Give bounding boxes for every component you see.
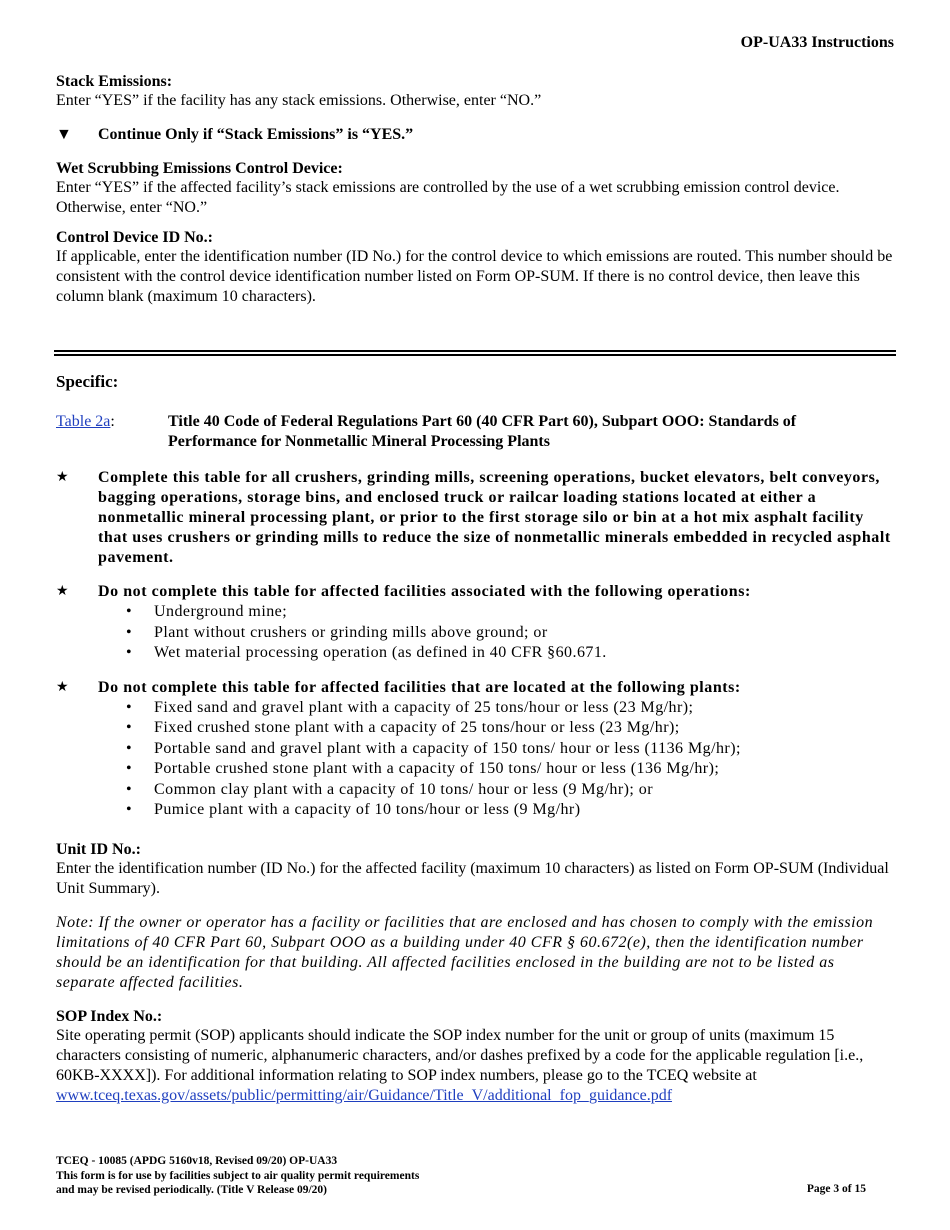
- page-header-title: OP-UA33 Instructions: [740, 34, 894, 51]
- continue-note: [56, 125, 896, 145]
- bullet-icon: •: [126, 780, 133, 798]
- list-item: • Underground mine;: [98, 602, 896, 623]
- star-item-plants: [56, 678, 896, 821]
- sop-index-label: SOP Index No.:: [56, 1008, 163, 1025]
- bullet-icon: •: [126, 603, 133, 620]
- table-title-line1: Title 40 Code of Federal Regulations Part 60 (40 CFR Part 60), Subpart OOO: Standards of: [168, 413, 797, 430]
- wet-scrubbing-label: Wet Scrubbing Emissions Control Device:: [56, 160, 343, 177]
- specific-section: [56, 372, 896, 821]
- stack-emissions-text: Enter “YES” if the facility has any stack emissions. Otherwise, enter “NO.”: [56, 92, 542, 109]
- star-icon: ★: [56, 470, 69, 485]
- list-item: • Wet material processing operation (as defined in 40 CFR §60.671.: [98, 643, 896, 664]
- list-item: • Portable sand and gravel plant with a capacity of 150 tons/ hour or less (1136 Mg/hr);: [98, 739, 896, 760]
- table-2a-link[interactable]: Table 2a: [56, 413, 111, 430]
- list-item: • Pumice plant with a capacity of 10 tons/hour or less (9 Mg/hr): [98, 800, 896, 821]
- table-reference: [56, 412, 896, 452]
- unit-id-label: Unit ID No.:: [56, 841, 141, 858]
- unit-sop-section: [56, 840, 896, 1106]
- list-item: • Portable crushed stone plant with a capacity of 150 tons/ hour or less (136 Mg/hr);: [98, 759, 896, 780]
- star-item-text: Complete this table for all crushers, grinding mills, screening operations, bucket elevators, belt conveyors, bagging operations, storage bins, and enclosed truck or railcar loading stations located at either a nonmetallic mineral processing plant, or prior to the first storage silo or bin at a hot mix asphalt facility that uses crushers or grinding mills to reduce the size of nonmetallic minerals embedded in recycled asphalt pavement.: [98, 469, 891, 566]
- star-icon: ★: [56, 584, 69, 599]
- bullet-icon: •: [126, 698, 133, 716]
- list-item: • Fixed crushed stone plant with a capacity of 25 tons/hour or less (23 Mg/hr);: [98, 718, 896, 739]
- footer-line1: TCEQ - 10085 (APDG 5160v18, Revised 09/20) OP-UA33: [56, 1155, 338, 1167]
- bullet-icon: •: [126, 719, 133, 736]
- list-item: • Fixed sand and gravel plant with a capacity of 25 tons/hour or less (23 Mg/hr);: [98, 698, 896, 719]
- list-item: • Plant without crushers or grinding mills above ground; or: [98, 623, 896, 644]
- continue-note-text: Continue Only if “Stack Emissions” is “YES.”: [98, 126, 414, 143]
- bullet-icon: •: [126, 623, 133, 641]
- triangle-down-icon: ▼: [56, 126, 72, 143]
- control-device-label: Control Device ID No.:: [56, 229, 214, 246]
- section-divider: [54, 350, 896, 356]
- footer-line3: and may be revised periodically. (Title V Release 09/20): [56, 1184, 327, 1196]
- unit-id-text: Enter the identification number (ID No.) for the affected facility (maximum 10 characters) as listed on Form OP-SUM (Individual Unit Summary).: [56, 860, 889, 897]
- table-link-colon: :: [110, 413, 115, 430]
- sop-index-text: Site operating permit (SOP) applicants should indicate the SOP index number for the unit or group of units (maximum 15 characters consisting of numeric, alphanumeric characters, and/or dashes prefixed by a code for the applicable regulation [i.e., 60KB-XXXX]). For additional information relating to SOP index numbers, please go to the TCEQ website at www.tceq.texas.gov/assets/public/permitting/air/Guidance/Title_V/additional_fop_guidance.pdf: [56, 1027, 864, 1104]
- list-item: • Common clay plant with a capacity of 10 tons/ hour or less (9 Mg/hr); or: [98, 780, 896, 801]
- table-title-line2: Performance for Nonmetallic Mineral Processing Plants: [168, 433, 550, 450]
- specific-title: Specific:: [56, 372, 119, 391]
- stack-emissions-label: Stack Emissions:: [56, 73, 173, 90]
- footer-form-info: [56, 1154, 419, 1198]
- footer-line2: This form is for use by facilities subject to air quality permit requirements: [56, 1169, 420, 1182]
- star-icon: ★: [56, 679, 69, 695]
- star-item-operations: [56, 582, 896, 664]
- general-section: [56, 72, 896, 307]
- bullet-icon: •: [126, 739, 133, 757]
- bullet-icon: •: [126, 644, 133, 661]
- star-item-complete: [56, 468, 896, 568]
- bullet-icon: •: [126, 760, 133, 777]
- bullet-icon: •: [126, 801, 133, 818]
- page-number: Page 3 of 15: [806, 1183, 866, 1195]
- wet-scrubbing-text: Enter “YES” if the affected facility’s stack emissions are controlled by the use of a wet scrubbing emission control device. Otherwise, enter “NO.”: [56, 179, 840, 216]
- star-item-text: Do not complete this table for affected facilities that are located at the following plants:: [98, 678, 741, 696]
- star-item-text: Do not complete this table for affected facilities associated with the following operations:: [98, 583, 751, 600]
- plants-list: [98, 698, 896, 821]
- control-device-text: If applicable, enter the identification number (ID No.) for the control device to which emissions are routed. This number should be consistent with the control device identification number listed on Form OP-SUM. If there is no control device, then leave this column blank (maximum 10 characters).: [56, 248, 893, 305]
- operations-list: [98, 602, 896, 664]
- building-note: Note: If the owner or operator has a facility or facilities that are enclosed and has chosen to comply with the emission limitations of 40 CFR Part 60, Subpart OOO as a building under 40 CFR § 60.672(e), then the identification number should be an identification for that building. All affected facilities enclosed in the building are not to be listed as separate affected facilities.: [56, 914, 874, 991]
- tceq-guidance-link[interactable]: www.tceq.texas.gov/assets/public/permitting/air/Guidance/Title_V/additional_fop_guidance.pdf: [56, 1087, 673, 1104]
